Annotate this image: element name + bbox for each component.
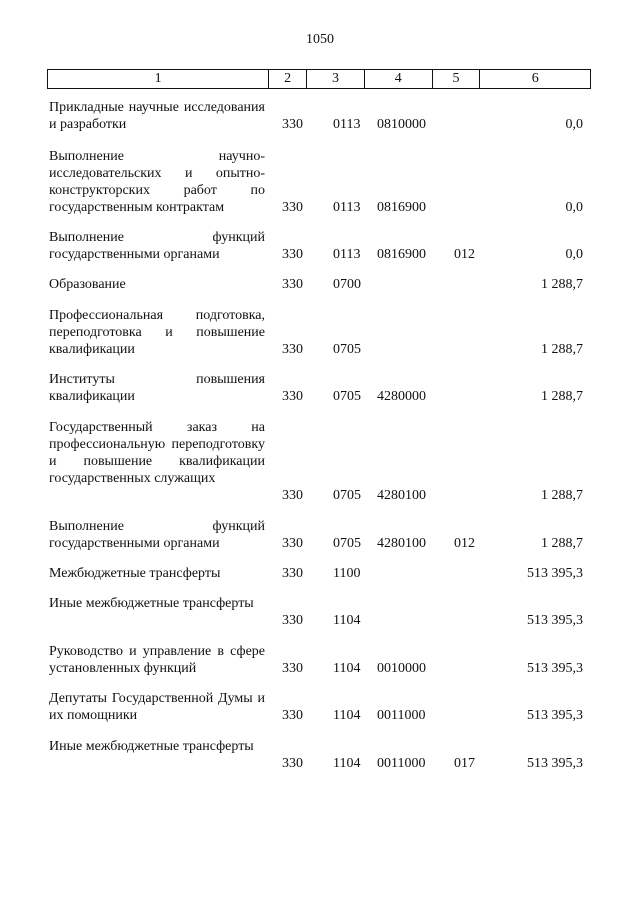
row-col-4: 0816900 xyxy=(377,247,426,262)
table-row xyxy=(47,148,591,216)
row-col-3: 1100 xyxy=(333,566,361,581)
row-col-2: 330 xyxy=(282,247,303,262)
table-row xyxy=(47,419,591,504)
row-col-6: 1 288,7 xyxy=(541,389,583,404)
row-name: Государственный заказ на профессиональную переподготовку и повышение квалификации государственных служащих xyxy=(49,420,265,486)
table-row xyxy=(47,276,591,293)
row-col-4: 0810000 xyxy=(377,117,426,132)
table-row xyxy=(47,738,591,772)
row-col-3: 0113 xyxy=(333,117,361,132)
row-col-2: 330 xyxy=(282,200,303,215)
row-name: Выполнение функций государственными органами xyxy=(49,519,265,551)
row-col-3: 0705 xyxy=(333,342,361,357)
row-col-4: 4280000 xyxy=(377,389,426,404)
column-header-2: 2 xyxy=(269,70,307,88)
row-col-3: 1104 xyxy=(333,756,361,771)
row-col-6: 1 288,7 xyxy=(541,536,583,551)
table-header xyxy=(47,69,591,89)
row-name: Профессиональная подготовка, переподготовка и повышение квалификации xyxy=(49,308,265,357)
row-col-6: 1 288,7 xyxy=(541,488,583,503)
row-col-3: 0113 xyxy=(333,200,361,215)
row-name: Депутаты Государственной Думы и их помощники xyxy=(49,691,265,723)
column-header-4: 4 xyxy=(365,70,433,88)
row-col-4: 0011000 xyxy=(377,708,426,723)
row-name: Выполнение научно-исследовательских и опытно-конструкторских работ по государственным контрактам xyxy=(49,149,265,215)
row-col-3: 0705 xyxy=(333,389,361,404)
row-col-6: 1 288,7 xyxy=(541,342,583,357)
row-name: Иные межбюджетные трансферты xyxy=(49,596,254,611)
row-col-6: 513 395,3 xyxy=(527,708,583,723)
row-col-5: 012 xyxy=(454,247,475,262)
row-col-2: 330 xyxy=(282,708,303,723)
row-col-4: 0011000 xyxy=(377,756,426,771)
row-name: Межбюджетные трансферты xyxy=(49,566,221,581)
column-header-6: 6 xyxy=(531,71,539,86)
row-col-6: 0,0 xyxy=(565,247,583,262)
row-col-2: 330 xyxy=(282,277,303,292)
row-col-6: 0,0 xyxy=(565,200,583,215)
row-col-6: 513 395,3 xyxy=(527,756,583,771)
row-col-3: 1104 xyxy=(333,613,361,628)
row-col-3: 0113 xyxy=(333,247,361,262)
row-col-3: 1104 xyxy=(333,661,361,676)
table-row xyxy=(47,595,591,629)
table-row xyxy=(47,690,591,724)
row-name: Руководство и управление в сфере установленных функций xyxy=(49,644,265,676)
row-col-3: 1104 xyxy=(333,708,361,723)
row-col-6: 513 395,3 xyxy=(527,613,583,628)
row-col-4: 0816900 xyxy=(377,200,426,215)
table-row xyxy=(47,518,591,552)
row-col-6: 513 395,3 xyxy=(527,661,583,676)
row-col-5: 017 xyxy=(454,756,475,771)
row-name: Институты повышения квалификации xyxy=(49,372,265,404)
row-col-2: 330 xyxy=(282,566,303,581)
row-col-2: 330 xyxy=(282,756,303,771)
row-col-2: 330 xyxy=(282,661,303,676)
row-col-2: 330 xyxy=(282,342,303,357)
row-col-2: 330 xyxy=(282,488,303,503)
page-number: 1050 xyxy=(306,32,334,47)
row-col-2: 330 xyxy=(282,117,303,132)
table-row xyxy=(47,307,591,358)
row-col-4: 4280100 xyxy=(377,488,426,503)
row-col-6: 513 395,3 xyxy=(527,566,583,581)
row-col-2: 330 xyxy=(282,389,303,404)
row-name: Иные межбюджетные трансферты xyxy=(49,739,254,754)
table-row xyxy=(47,371,591,405)
row-col-6: 0,0 xyxy=(565,117,583,132)
table-row xyxy=(47,565,591,582)
table-row xyxy=(47,99,591,133)
row-col-3: 0700 xyxy=(333,277,361,292)
row-name: Образование xyxy=(49,277,126,292)
table-row xyxy=(47,229,591,263)
row-col-6: 1 288,7 xyxy=(541,277,583,292)
row-col-4: 4280100 xyxy=(377,536,426,551)
row-col-3: 0705 xyxy=(333,536,361,551)
table-row xyxy=(47,643,591,677)
row-col-2: 330 xyxy=(282,536,303,551)
row-col-5: 012 xyxy=(454,536,475,551)
row-col-2: 330 xyxy=(282,613,303,628)
column-header-3: 3 xyxy=(307,70,365,88)
row-col-3: 0705 xyxy=(333,488,361,503)
column-header-1: 1 xyxy=(48,70,269,88)
row-name: Выполнение функций государственными органами xyxy=(49,230,265,262)
row-name: Прикладные научные исследования и разработки xyxy=(49,100,265,132)
column-header-5: 5 xyxy=(433,70,481,88)
row-col-4: 0010000 xyxy=(377,661,426,676)
